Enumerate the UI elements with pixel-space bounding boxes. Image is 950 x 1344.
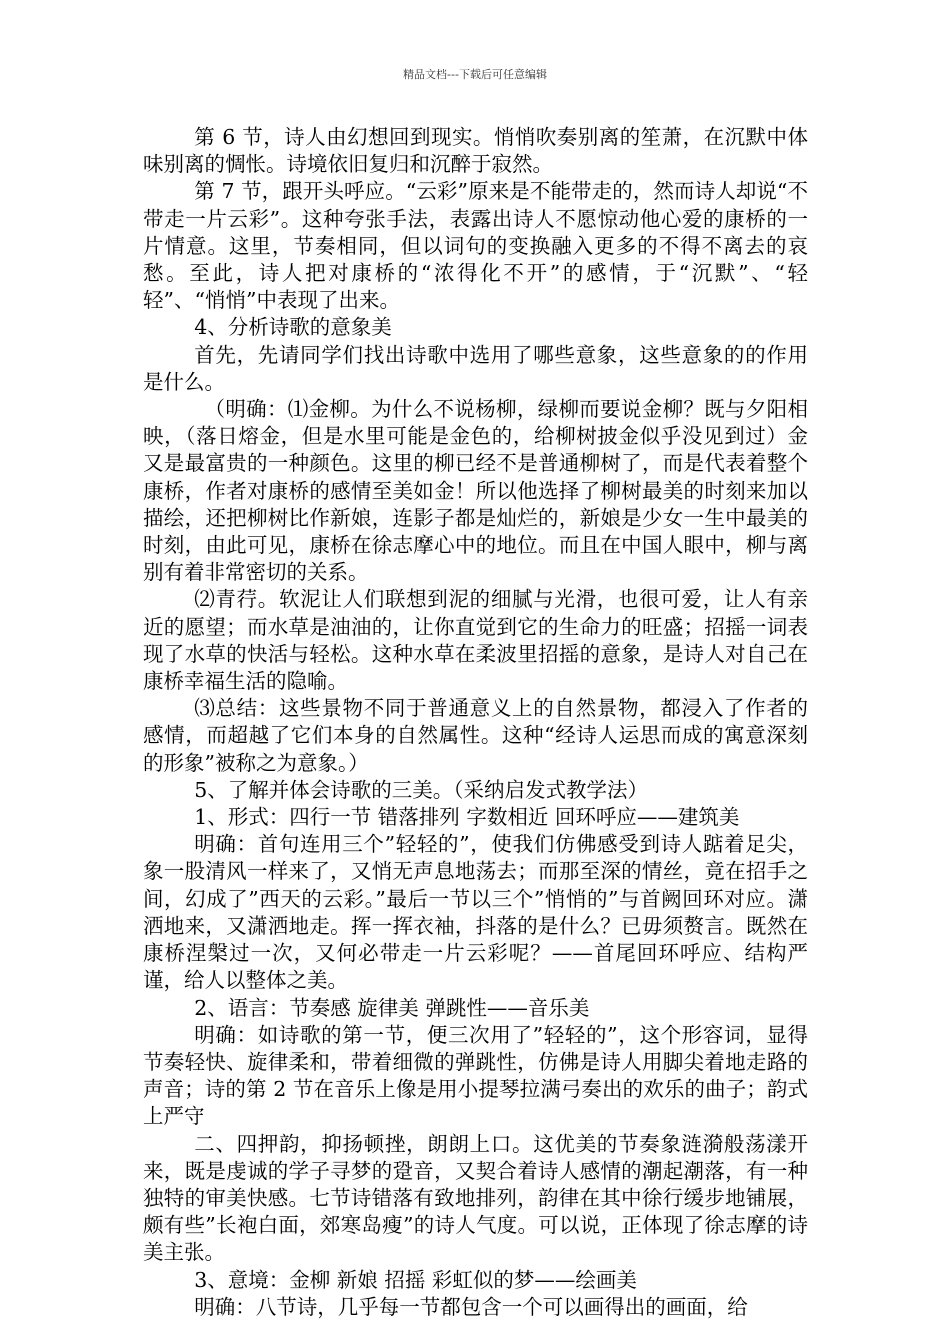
paragraph: 第 7 节，跟开头呼应。“云彩”原来是不能带走的，然而诗人却说“不带走一片云彩”。这种夸张手法，表露出诗人不愿惊动他心爱的康桥的一片情意。这里，节奏相同，但以词句的变换融入更多的不得不离去的哀愁。至此，诗人把对康桥的“浓得化不开”的感情，于“沉默”、“轻轻”、“悄悄”中表现了出来。	[143, 179, 808, 313]
paragraph: 明确：如诗歌的第一节，便三次用了”轻轻的”，这个形容词，显得节奏轻快、旋律柔和，带着细微的弹跳性，仿佛是诗人用脚尖着地走路的声音；诗的第 2 节在音乐上像是用小提琴拉满弓奏出的欢乐的曲子；韵式上严守	[143, 1022, 808, 1129]
paragraph: 明确：八节诗，几乎每一节都包含一个可以画得出的画面，给	[194, 1294, 748, 1319]
document-body	[143, 124, 808, 1321]
paragraph: ⑶总结：这些景物不同于普通意义上的自然景物，都浸入了作者的感情，而超越了它们本身的自然属性。这种“经诗人运思而成的寓意深刻的形象”被称之为意象。）	[143, 696, 808, 775]
subheading: 3、意境：金柳 新娘 招摇 彩虹似的梦——绘画美	[194, 1267, 637, 1292]
paragraph: 首先，先请同学们找出诗歌中选用了哪些意象，这些意象的的作用是什么。	[143, 342, 808, 394]
paragraph: 第 6 节，诗人由幻想回到现实。悄悄吹奏别离的笙萧，在沉默中体味别离的惆怅。诗境依旧复归和沉醉于寂然。	[143, 125, 808, 177]
paragraph: （明确：⑴金柳。为什么不说杨柳，绿柳而要说金柳？既与夕阳相映，（落日熔金，但是水里可能是金色的，给柳树披金似乎没见到过）金又是最富贵的一种颜色。这里的柳已经不是普通柳树了，而是代表着整个康桥，作者对康桥的感情至美如金！所以他选择了柳树最美的时刻来加以描绘，还把柳树比作新娘，连影子都是灿烂的，新娘是少女一生中最美的时刻，由此可见，康桥在徐志摩心中的地位。而且在中国人眼中，柳与离别有着非常密切的关系。	[143, 397, 808, 585]
subheading: 2、语言：节奏感 旋律美 弹跳性——音乐美	[194, 995, 590, 1020]
section-heading: 4、分析诗歌的意象美	[194, 315, 392, 340]
subheading: 1、形式：四行一节 错落排列 字数相近 回环呼应——建筑美	[194, 805, 740, 830]
paragraph: 二、四押韵，抑扬顿挫，朗朗上口。这优美的节奏象涟漪般荡漾开来，既是虔诚的学子寻梦的跫音，又契合着诗人感情的潮起潮落，有一种独特的审美快感。七节诗错落有致地排列，韵律在其中徐行缓步地铺展，颇有些”长袍白面，郊寒岛瘦”的诗人气度。可以说，正体现了徐志摩的诗美主张。	[143, 1131, 808, 1265]
paragraph: ⑵青荇。软泥让人们联想到泥的细腻与光滑，也很可爱，让人有亲近的愿望；而水草是油油的，让你直觉到它的生命力的旺盛；招摇一词表现了水草的快活与轻松。这种水草在柔波里招摇的意象，是诗人对自己在康桥幸福生活的隐喻。	[143, 587, 808, 694]
paragraph: 明确：首句连用三个”轻轻的”，使我们仿佛感受到诗人踮着足尖，象一股清风一样来了，又悄无声息地荡去；而那至深的情丝，竟在招手之间，幻成了”西天的云彩。”最后一节以三个”悄悄的”与首阙回环对应。潇洒地来，又潇洒地走。挥一挥衣袖，抖落的是什么？已毋须赘言。既然在康桥涅槃过一次，又何必带走一片云彩呢？——首尾回环呼应、结构严谨，给人以整体之美。	[143, 832, 808, 993]
section-heading: 5、了解并体会诗歌的三美。（采纳启发式教学法）	[194, 777, 649, 802]
page-header: 精品文档---下载后可任意编辑	[403, 68, 547, 81]
